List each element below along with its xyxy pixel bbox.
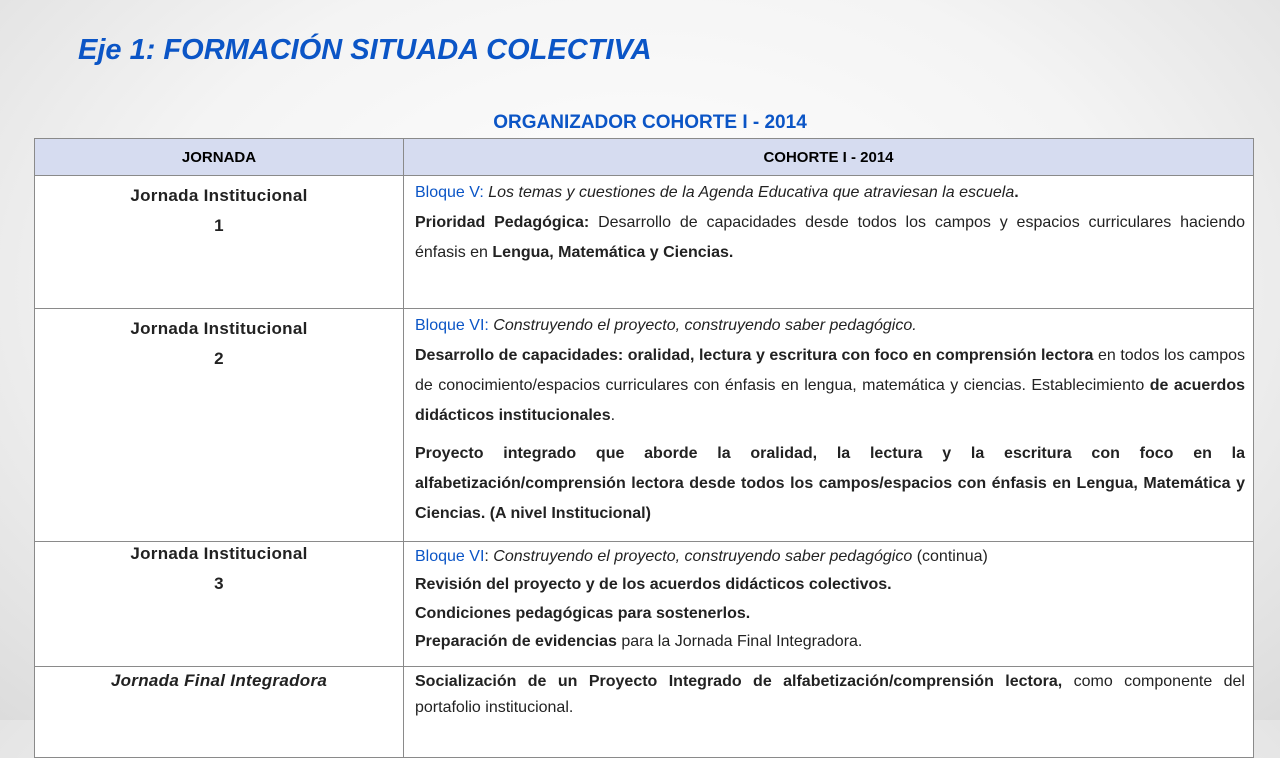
acuerdos-bold: de acuerdos didácticos institucionales <box>415 377 1245 424</box>
evidencias-text: para la Jornada Final Integradora. <box>621 633 863 650</box>
bloque-colon: : <box>484 548 489 565</box>
prioridad-bold: Lengua, Matemática y Ciencias. <box>492 244 734 261</box>
table-header-row <box>35 139 1254 176</box>
cohorte-cell <box>404 176 1254 309</box>
table-row <box>35 176 1254 309</box>
capacidades-end: . <box>610 407 616 424</box>
jornada-cell <box>35 667 404 758</box>
header-jornada: JORNADA <box>35 139 404 176</box>
table-row <box>35 542 1254 667</box>
bloque-label: Bloque V: <box>415 184 484 201</box>
prioridad-label: Prioridad Pedagógica: <box>415 214 590 231</box>
proyecto-paragraph: Proyecto integrado que aborde la oralidad, la lectura y la escritura con foco en la alfabetización/comprensión lectora desde todos los campos/espacios con énfasis en Lengua, Matemática y Ciencias. (A nivel Institucional) <box>415 445 1245 522</box>
jornada-number: 3 <box>214 574 224 593</box>
jornada-name: Jornada Institucional <box>130 544 308 563</box>
socializacion-paragraph <box>415 669 1245 721</box>
jornada-name: Jornada Institucional <box>130 186 308 205</box>
bloque-end: . <box>1014 184 1019 201</box>
jornada-cell <box>35 309 404 542</box>
capacidades-bold: Desarrollo de capacidades: oralidad, lectura y escritura con foco en comprensión lectora <box>415 347 1094 364</box>
cohorte-cell <box>404 667 1254 758</box>
bloque-label: Bloque VI <box>415 548 485 565</box>
bloque-label: Bloque VI: <box>415 317 489 334</box>
jornada-number: 2 <box>214 349 224 368</box>
organizer-table <box>34 138 1254 758</box>
bloque-text: Construyendo el proyecto, construyendo saber pedagógico <box>493 548 913 565</box>
cohorte-cell <box>404 542 1254 667</box>
jornada-cell <box>35 176 404 309</box>
evidencias-bold: Preparación de evidencias <box>415 633 617 650</box>
jornada-number: 1 <box>214 216 224 235</box>
table-row <box>35 667 1254 758</box>
bloque-suffix: (continua) <box>916 548 988 565</box>
revision-line: Revisión del proyecto y de los acuerdos didácticos colectivos. <box>415 576 892 593</box>
bloque-line <box>415 178 1245 208</box>
table-row <box>35 309 1254 542</box>
jornada-name: Jornada Institucional <box>130 319 308 338</box>
socializacion-bold: Socialización de un Proyecto Integrado de alfabetización/comprensión lectora, <box>415 673 1063 690</box>
jornada-cell <box>35 542 404 667</box>
condiciones-line: Condiciones pedagógicas para sostenerlos. <box>415 605 751 622</box>
evidencias-line <box>415 628 1245 656</box>
prioridad-text: Desarrollo de capacidades desde todos los campos y espacios curriculares haciendo énfasis en <box>415 214 1246 261</box>
bloque-text: Construyendo el proyecto, construyendo saber pedagógico. <box>493 317 917 334</box>
bloque-line <box>415 544 1245 570</box>
cohorte-cell <box>404 309 1254 542</box>
capacidades-text: en todos los campos de conocimiento/espacios curriculares con énfasis en lengua, matemática y ciencias. Establecimiento <box>415 347 1245 394</box>
prioridad-paragraph <box>415 208 1245 268</box>
socializacion-text: como componente del portafolio institucional. <box>415 673 1245 716</box>
slide-title: Eje 1: FORMACIÓN SITUADA COLECTIVA <box>78 34 652 66</box>
capacidades-paragraph <box>415 341 1245 431</box>
jornada-name: Jornada Final Integradora <box>110 671 328 690</box>
header-cohorte: COHORTE I - 2014 <box>404 139 1254 176</box>
bloque-text: Los temas y cuestiones de la Agenda Educativa que atraviesan la escuela <box>488 184 1015 201</box>
bloque-line <box>415 311 1245 341</box>
organizer-subtitle: ORGANIZADOR COHORTE I - 2014 <box>493 112 807 133</box>
